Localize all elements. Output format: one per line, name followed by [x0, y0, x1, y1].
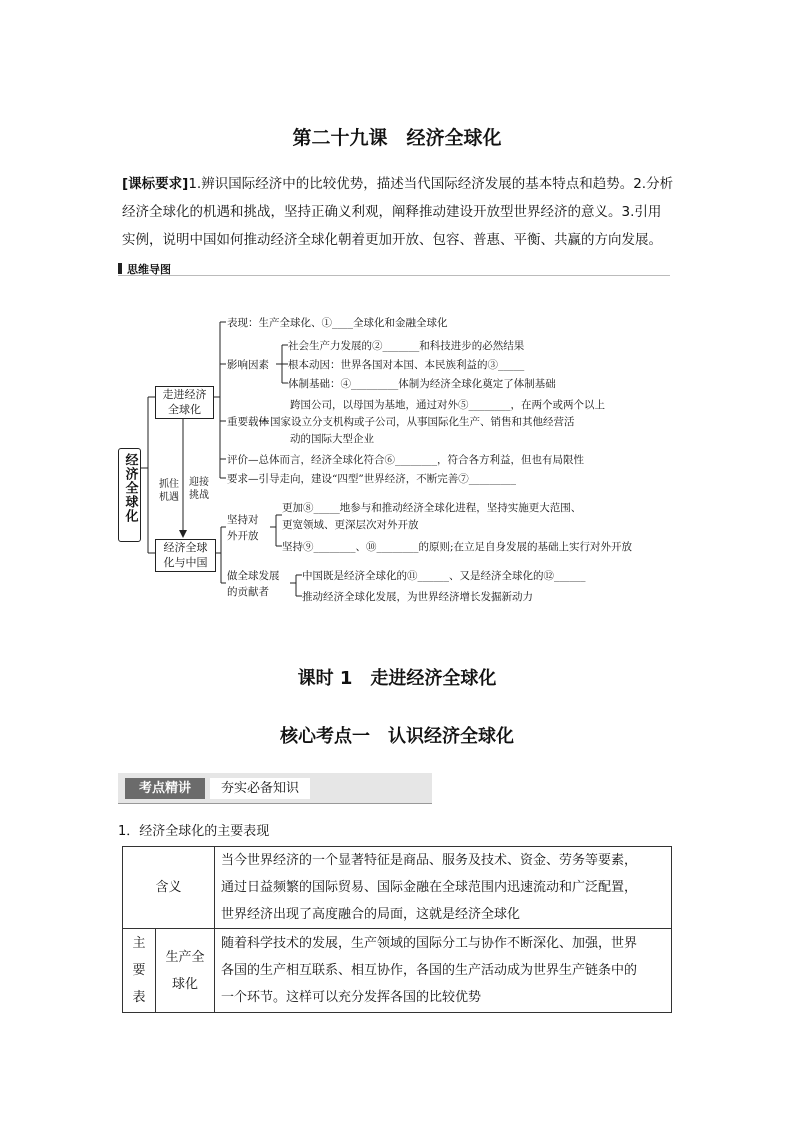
contributor-label-line2: 的贡献者 [227, 586, 269, 598]
mm-evaluation: 评价—总体而言，经济全球化符合⑥________，符合各方利益，但也有局限性 [227, 454, 584, 466]
mm-contributor-label [227, 568, 280, 600]
requirements-line-1: 1.辨识国际经济中的比较优势，描述当代国际经济发展的基本特点和趋势。2.分析 [188, 176, 674, 192]
link-left-line1: 抓住 [159, 479, 179, 490]
section-bar-right: 夯实必备知识 [210, 778, 310, 799]
manifestation-table [122, 846, 672, 1013]
mm-influence-3: 体制基础：④_________体制为经济全球化奠定了体制基础 [288, 378, 556, 390]
requirements-tag: [课标要求] [122, 176, 189, 192]
mm-openup-1b: 更宽领域、更深层次对外开放 [282, 519, 419, 531]
node2-line2: 化与中国 [163, 556, 208, 569]
link-opportunity [157, 478, 181, 504]
section-bar [118, 773, 432, 804]
main-label-2: 要 [132, 963, 146, 978]
openup-label-line1: 坚持对 [227, 514, 259, 526]
mm-requirement: 要求—引导走向，建设“四型”世界经济，不断完善⑦_________ [227, 473, 516, 485]
requirements-line-2: 经济全球化的机遇和挑战，坚持正确义利观，阐释推动建设开放型世界经济的意义。3.引用 [122, 204, 662, 220]
contributor-label-line1: 做全球发展 [227, 570, 280, 582]
meaning-text-line1: 当今世界经济的一个显著特征是商品、服务及技术、资金、劳务等要素， [221, 853, 638, 868]
mm-influence-1: 社会生产力发展的②_______和科技进步的必然结果 [288, 340, 525, 352]
node-enter-globalization [155, 386, 214, 419]
production-label [156, 929, 215, 1013]
meaning-text-line3: 世界经济出现了高度融合的局面，这就是经济全球化 [221, 907, 521, 922]
section-bar-left: 考点精讲 [125, 778, 205, 799]
mindmap-root-label: 经济全球化 [122, 453, 138, 523]
point-title: 核心考点一 认识经济全球化 [280, 726, 514, 747]
main-label [123, 929, 156, 1013]
mm-carrier-label: 重要载体 [227, 416, 269, 428]
production-label-2: 球化 [171, 976, 198, 992]
node2-line1: 经济全球 [163, 541, 208, 554]
link-right-line2: 挑战 [189, 490, 209, 501]
table-row [123, 847, 672, 929]
production-label-1: 生产全 [165, 949, 205, 965]
meaning-text [215, 847, 672, 929]
mm-influence-label: 影响因素 [227, 359, 269, 371]
production-text-line3: 一个环节。这样可以充分发挥各国的比较优势 [221, 990, 482, 1005]
production-text-line2: 各国的生产相互联系、相互协作，各国的生产活动成为世界生产链条中的 [221, 963, 638, 978]
dash-line [259, 420, 269, 422]
production-text-line1: 随着科学技术的发展，生产领域的国际分工与协作不断深化、加强，世界 [221, 936, 638, 951]
mm-influence-2: 根本动因：世界各国对本国、本民族利益的③_____ [288, 359, 525, 371]
meaning-label: 含义 [123, 847, 215, 929]
link-left-line2: 机遇 [159, 492, 179, 503]
mm-openup-1a: 更加⑧_____地参与和推动经济全球化进程，坚持实施更大范围、 [282, 502, 582, 514]
requirements-line-3: 实例，说明中国如何推动经济全球化朝着更加开放、包容、普惠、平衡、共赢的方向发展。 [122, 232, 662, 248]
openup-label-line2: 外开放 [227, 530, 259, 542]
node1-line2: 全球化 [168, 403, 201, 416]
table-row [123, 929, 672, 1013]
main-label-3: 表 [132, 990, 146, 1005]
mm-carrier-3: 动的国际大型企业 [290, 433, 374, 445]
mm-openup-2: 坚持⑨________、⑩________的原则;在立足自身发展的基础上实行对外开放 [282, 541, 633, 553]
period-title: 课时 1 走进经济全球化 [297, 668, 497, 689]
link-challenge [187, 476, 211, 502]
lesson-title: 第二十九课 经济全球化 [292, 127, 502, 149]
production-text [215, 929, 672, 1013]
mindmap-label: 思维导图 [127, 263, 171, 276]
mm-contributor-2: 推动经济全球化发展，为世界经济增长发掘新动力 [302, 591, 533, 603]
mm-manifestation: 表现：生产全球化、①____全球化和金融全球化 [227, 317, 448, 329]
mm-carrier-1: 跨国公司，以母国为基地，通过对外⑤________，在两个或两个以上 [290, 399, 605, 411]
mm-contributor-1: 中国既是经济全球化的⑪______、又是经济全球化的⑫______ [302, 570, 586, 582]
node-globalization-china [155, 539, 216, 572]
mindmap-root [118, 448, 141, 542]
main-label-1: 主 [132, 936, 146, 951]
node1-line1: 走进经济 [162, 388, 207, 401]
mm-carrier-2: 国家设立分支机构或子公司，从事国际化生产、销售和其他经营活 [270, 416, 575, 428]
mm-openup-label [227, 512, 259, 544]
item1-heading: 1．经济全球化的主要表现 [118, 824, 270, 839]
link-right-line1: 迎接 [189, 477, 209, 488]
meaning-text-line2: 通过日益频繁的国际贸易、国际金融在全球范围内迅速流动和广泛配置， [221, 880, 638, 895]
